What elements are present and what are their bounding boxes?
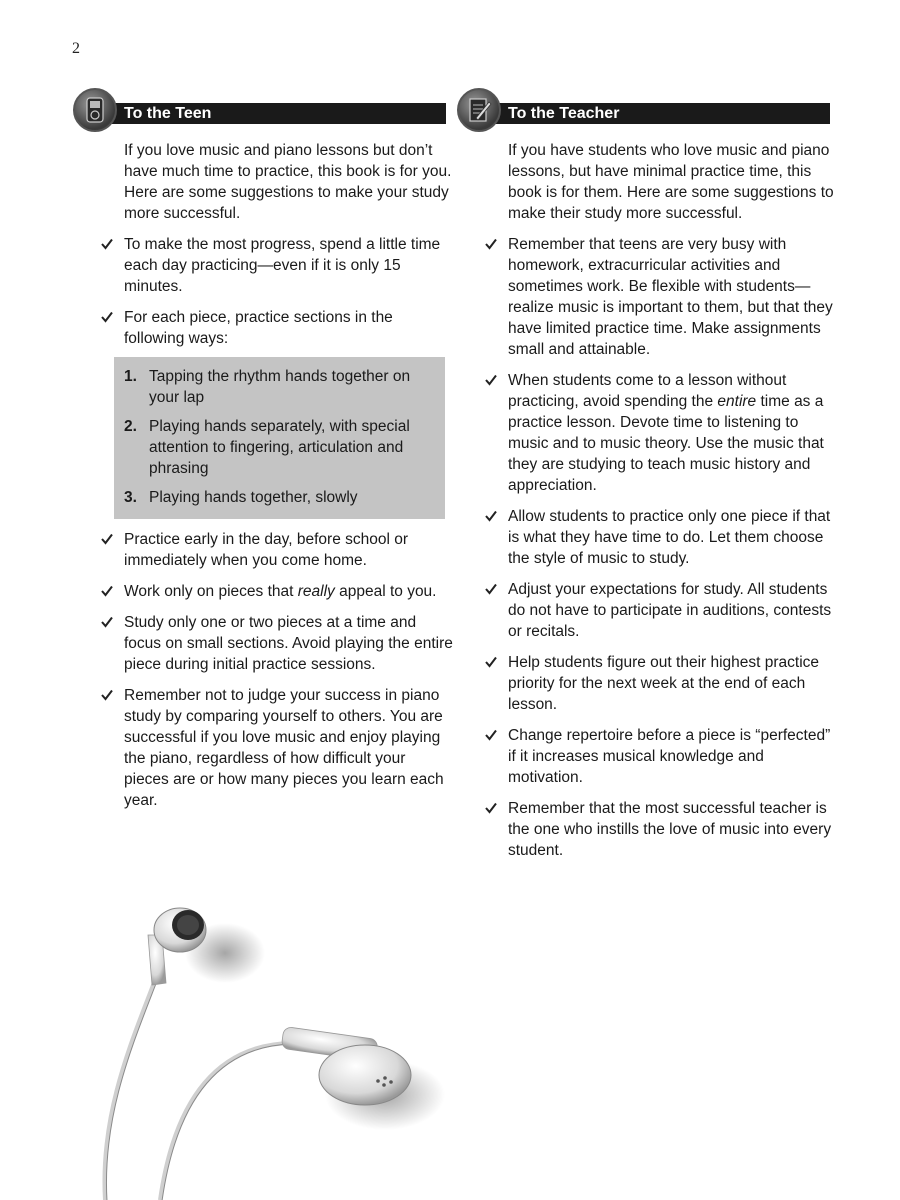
step-text: Playing hands together, slowly (149, 489, 358, 506)
teacher-tips-list (457, 234, 837, 861)
checkmark-icon (485, 238, 497, 250)
teacher-intro: If you have students who love music and piano lessons, but have minimal practice time, this book is for them. Here are some suggestions to make their study more successful. (508, 142, 834, 222)
practice-steps-box (114, 357, 445, 519)
checkmark-icon (101, 585, 113, 597)
tip-text: Change repertoire before a piece is “perfected” if it increases musical knowledge and motivation. (508, 727, 831, 786)
list-item (457, 234, 837, 360)
list-item (457, 725, 837, 788)
teen-section (73, 88, 453, 811)
teen-intro: If you love music and piano lessons but don’t have much time to practice, this book is for you. Here are some suggestions to make your study more successful. (124, 142, 452, 222)
tip-text: For each piece, practice sections in the following ways: (124, 309, 393, 347)
list-item (73, 307, 453, 349)
tip-text: Allow students to practice only one piece if that is what they have time to do. Let them choose the style of music to study. (508, 508, 831, 567)
tip-text: Practice early in the day, before school or immediately when you come home. (124, 531, 409, 569)
teacher-header (457, 88, 837, 132)
tip-text: Adjust your expectations for study. All students do not have to participate in auditions, contests or recitals. (508, 581, 832, 640)
list-item (73, 612, 453, 675)
list-item (73, 581, 453, 602)
teen-tips-list-continued (73, 529, 453, 811)
list-item (457, 370, 837, 496)
practice-step (124, 487, 435, 508)
checkmark-icon (485, 802, 497, 814)
notepad-pencil-icon (457, 88, 501, 132)
tip-text: Remember that teens are very busy with homework, extracurricular activities and sometimes work. Be flexible with students—realize music is important to them, but that they have limited practice time. Make assignments small and attainable. (508, 236, 833, 358)
step-text: Playing hands separately, with special attention to fingering, articulation and phrasing (149, 418, 410, 477)
tip-text: Remember not to judge your success in piano study by comparing yourself to others. You are successful if you love music and enjoy playing the piano, regardless of how difficult your pieces are or how many pieces you learn each year. (124, 687, 444, 809)
music-player-icon (73, 88, 117, 132)
checkmark-icon (485, 374, 497, 386)
checkmark-icon (485, 583, 497, 595)
list-item (73, 234, 453, 297)
tip-text: Help students figure out their highest practice priority for the next week at the end of each lesson. (508, 654, 820, 713)
checkmark-icon (485, 729, 497, 741)
checkmark-icon (485, 656, 497, 668)
tip-text: Work only on pieces that really appeal to you. (124, 583, 437, 600)
list-item (457, 652, 837, 715)
teen-header (73, 88, 453, 132)
practice-step (124, 416, 435, 479)
tip-text: To make the most progress, spend a little time each day practicing—even if it is only 15 minutes. (124, 236, 441, 295)
teacher-section (457, 88, 837, 861)
teacher-title: To the Teacher (490, 103, 830, 124)
tip-text: Study only one or two pieces at a time and focus on small sections. Avoid playing the entire piece during initial practice sessions. (124, 614, 453, 673)
step-number: 2. (124, 418, 137, 435)
checkmark-icon (101, 311, 113, 323)
teen-tips-list (73, 234, 453, 349)
checkmark-icon (101, 616, 113, 628)
step-number: 3. (124, 489, 137, 506)
checkmark-icon (101, 238, 113, 250)
list-item (457, 506, 837, 569)
checkmark-icon (485, 510, 497, 522)
list-item (457, 798, 837, 861)
step-text: Tapping the rhythm hands together on your lap (149, 368, 411, 406)
checkmark-icon (101, 533, 113, 545)
step-number: 1. (124, 368, 137, 385)
page-number: 2 (72, 40, 80, 57)
practice-step (124, 366, 435, 408)
tip-text: When students come to a lesson without practicing, avoid spending the entire time as a practice lesson. Devote time to listening to music and to music theory. Use the music that they are studying to teach music history and appreciation. (508, 372, 824, 494)
earbuds-icon (100, 895, 460, 1200)
tip-text: Remember that the most successful teacher is the one who instills the love of music into every student. (508, 800, 832, 859)
list-item (73, 685, 453, 811)
checkmark-icon (101, 689, 113, 701)
list-item (457, 579, 837, 642)
teen-title: To the Teen (106, 103, 446, 124)
list-item (73, 529, 453, 571)
